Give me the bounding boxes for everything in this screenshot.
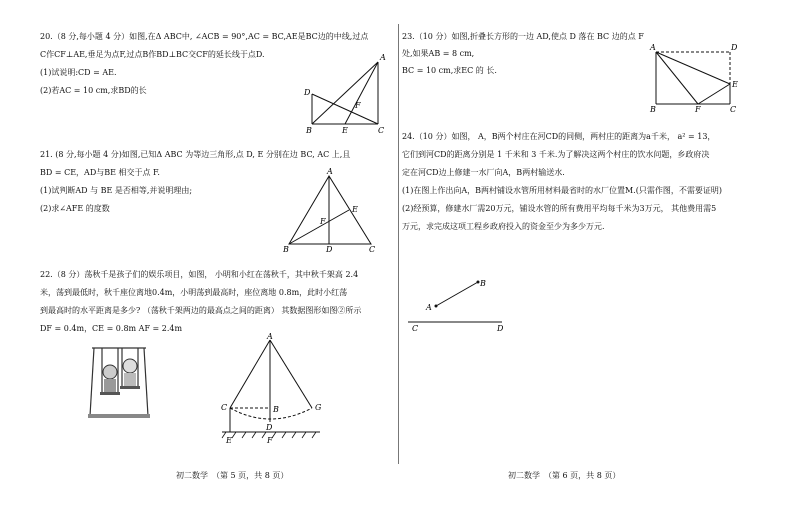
q22-line-4: DF = 0.4m，CE = 0.8m AF = 2.4m [40,324,183,333]
q22-label-b: B [273,405,279,414]
q24-line-3: 定在河CD边上修建一水厂向A，B两村输送水. [402,168,565,177]
q21-line-2: BD = CE，AD与BE 相交于点 F. [40,168,160,177]
q22-label-a: A [267,332,273,341]
q22-line-1: 22.（8 分）荡秋千是孩子们的娱乐项目，如图， 小明和小红在荡秋千，其中秋千架高 2.4 [40,270,359,279]
q21-label-f: F [320,217,326,226]
q23-label-f: F [695,105,701,114]
right-footer: 初二数学 （第 6 页，共 8 页） [508,471,621,480]
q20-label-e: E [342,126,348,135]
q21-figure [283,166,383,254]
right-page [402,0,762,514]
q22-label-f: F [267,436,273,445]
q22-figure [220,330,362,446]
swing-cartoon-image [88,340,150,420]
q24-label-a: A [426,303,432,312]
left-footer: 初二数学 （第 5 页，共 8 页） [176,471,289,480]
q21-label-d: D [326,245,333,254]
q20-label-a: A [380,53,386,62]
q21-label-a: A [327,167,333,176]
q22-line-3: 到最高时的水平距离是多少? （荡秋千架两边的最高点之间的距离） 其数据图形如图②所示 [40,306,362,315]
q24-line-2: 它们到河CD的距离分别是 1 千米和 3 千米.为了解决这两个村庄的饮水问题，乡政府决 [402,150,710,159]
q22-label-g: G [315,403,322,412]
q24-label-b: B [480,279,486,288]
question-24 [402,128,762,236]
q23-label-c: C [730,105,737,114]
q23-label-a: A [650,43,656,52]
q23-label-b: B [650,105,656,114]
q21-label-c: C [369,245,376,254]
q23-line-2: BC = 10 cm,求EC 的 长. [402,66,497,75]
q20-label-b: B [306,126,312,135]
q23-label-e: E [732,80,738,89]
q22-label-c: C [221,403,228,412]
q21-line-4: (2)求∠AFE 的度数 [40,204,110,213]
q24-line-6: 万元，求完成这项工程乡政府投入的资金至少为多少万元. [402,222,605,231]
question-22 [40,266,390,338]
q20-line-4: (2)若AC = 10 cm,求BD的长 [40,86,147,95]
q24-line-1: 24.（10 分）如图， A，B两个村庄在河CD的同侧，两村庄的距离为a千米， a² = 13， [402,132,716,141]
q20-figure [298,50,398,136]
q23-label-d: D [731,43,738,52]
q24-line-5: (2)经预算，修建水厂需20万元，铺设水管的所有费用平均每千米为3万元， 其他费用需5 [402,204,717,213]
q20-line-3: (1)试说明:CD = AE. [40,68,117,77]
q21-line-1: 21. (8 分,每小题 4 分)如图,已知Δ ABC 为等边三角形,点 D, E 分别在边 BC, AC 上,且 [40,150,351,159]
q20-label-c: C [378,126,385,135]
page-divider [398,24,399,464]
q20-line-2: C作CF⊥AE,垂足为点F,过点B作BD⊥BC交CF的延长线于点D. [40,50,265,59]
q21-label-e: E [352,205,358,214]
left-page [40,0,390,514]
q24-line-4: (1)在图上作出向A，B两村铺设水管所用材料最省时的水厂位置M.(只需作图，不需要证明) [402,186,722,195]
q24-label-c: C [412,324,419,333]
q20-label-f: F [355,101,361,110]
q20-label-d: D [304,88,311,97]
q24-label-d: D [497,324,504,333]
q21-label-b: B [283,245,289,254]
q23-line-1: 23.（10 分）如图,折叠长方形的一边 AD,使点 D 落在 BC 边的点 F处,如果AB = 8 cm, [402,32,644,58]
q22-line-2: 米，荡到最低时，秋千座位离地0.4m，小明荡到最高时，座位离地 0.8m，此时小红荡 [40,288,348,297]
q21-line-3: (1)试判断AD 与 BE 是否相等,并说明理由; [40,186,193,195]
q22-label-e: E [226,436,232,445]
q23-figure [646,42,738,114]
question-23 [402,28,650,80]
q24-figure [406,268,512,334]
q20-line-1: 20.（8 分,每小题 4 分）如图,在Δ ABC中, ∠ACB = 90°,AC = BC,AE是BC边的中线,过点 [40,32,369,41]
q22-label-d: D [266,423,273,432]
